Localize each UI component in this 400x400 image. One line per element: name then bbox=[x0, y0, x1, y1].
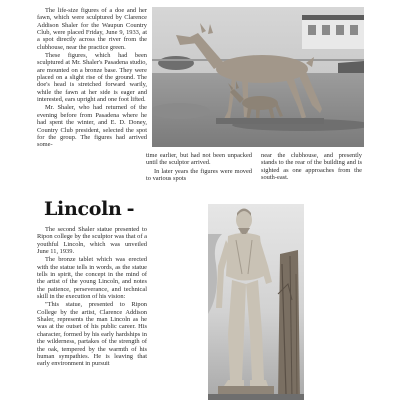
section-heading bbox=[44, 198, 134, 220]
deer-sculpture-photo bbox=[152, 7, 364, 147]
paragraph: near the clubhouse, and presently stands to the rear of the building and is sighted as one approaches from the south-east. bbox=[261, 152, 362, 182]
heading-title: Lincoln bbox=[44, 198, 122, 220]
paragraph: These figures, which had been sculptured at Mr. Shaler's Pasadena studio, are mounted on a bronze base. They were placed on a slight rise of the ground. The doe's head is stretched forward warily, while the fawn at her side is eager and interested, ears upright and one foot lifted. bbox=[37, 52, 147, 104]
paragraph: The second Shaler statue presented to Ripon college by the sculptor was that of a youthful Lincoln, which was unveiled June 11, 1939. bbox=[37, 226, 147, 256]
paragraph: Mr. Shaler, who had returned of the evening before from Pasadena where he had spent the winter, and E. D. Doney, Country Club president, selected the spot for the group. The figures had arrived some- bbox=[37, 104, 147, 149]
paragraph: In later years the figures were moved to various spots bbox=[146, 167, 252, 183]
heading-dash: - bbox=[126, 198, 135, 220]
paragraph: The life-size figures of a doe and her fawn, which were sculptured by Clarence Addison Shaler for the Waupun Country Club, were placed Friday, June 9, 1933, at a spot directly across the river from the clubhouse, near the practice green. bbox=[37, 7, 147, 51]
article-column-deer-continued bbox=[146, 152, 252, 183]
article-column-deer bbox=[37, 7, 147, 150]
paragraph: The bronze tablet which was erected with the statue tells in words, as the statue tells in spirit, the concept in the mind of the artist of the young Lincoln, and notes the patience, perseverance, and technical skill in the execution of his vision: bbox=[37, 256, 147, 301]
article-column-lincoln bbox=[37, 226, 147, 369]
article-column-deer-end bbox=[261, 152, 362, 182]
paragraph: time earlier, but had not been unpacked until the sculptor arrived. bbox=[146, 152, 252, 167]
lincoln-statue-photo bbox=[208, 204, 304, 400]
paragraph: "This statue, presented to Ripon College by the artist, Clarence Addison Shaler, represents the man Lincoln as he was at the outset of his public career. His character, formed by his early hardships in the wilderness, partakes of the strength of the oak, tempered by the warmth of his human sympathies. He is leaving that early environment in pursuit bbox=[37, 301, 147, 368]
